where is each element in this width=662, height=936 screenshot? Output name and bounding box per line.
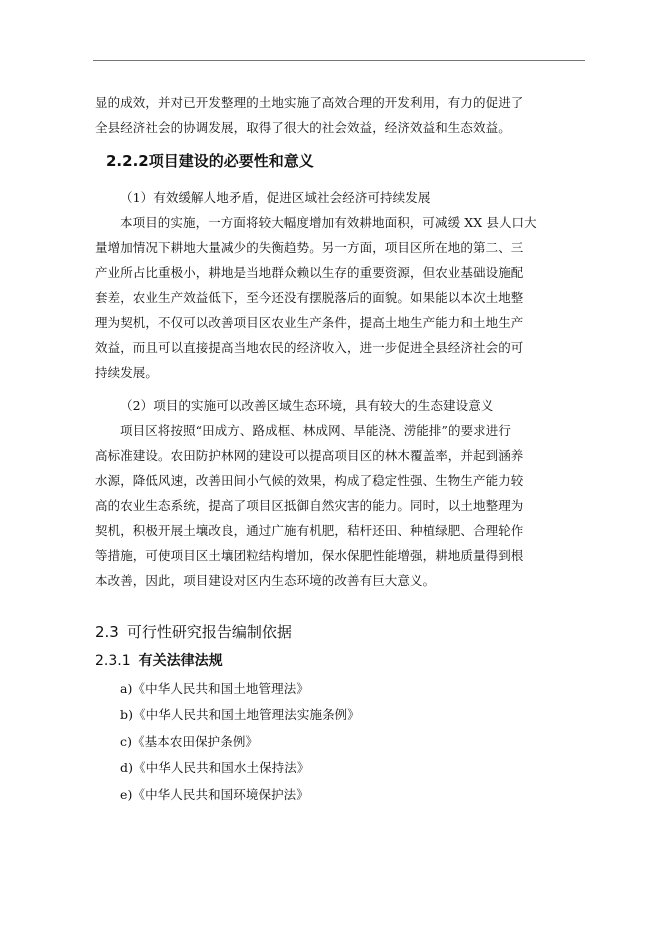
law-item-e: e)《中华人民共和国环境保护法》	[120, 787, 309, 802]
point2-line-2: 高标准建设。农田防护林网的建设可以提高项目区的林木覆盖率，并起到涵养	[95, 448, 524, 463]
point1-line-6: 效益，而且可以直接提高当地农民的经济收入，进一步促进全县经济社会的可	[95, 340, 524, 355]
point1-line-4: 套差，农业生产效益低下，至今还没有摆脱落后的面貌。如果能以本次土地整	[95, 290, 524, 305]
law-item-b: b)《中华人民共和国土地管理法实施条例》	[120, 707, 360, 722]
point1-line-3: 产业所占比重极小，耕地是当地群众赖以生存的重要资源，但农业基础设施配	[95, 265, 524, 280]
intro-line-1: 显的成效，并对已开发整理的土地实施了高效合理的开发利用，有力的促进了	[95, 95, 524, 110]
point1-line-7: 持续发展。	[95, 365, 159, 380]
section-2-3-1-heading	[95, 651, 223, 671]
section-2-3-1-number: 2.3.1	[95, 653, 131, 669]
point1-heading: （1）有效缓解人地矛盾，促进区域社会经济可持续发展	[120, 190, 431, 205]
law-item-d: d)《中华人民共和国水土保持法》	[120, 760, 310, 775]
point2-line-7: 本改善，因此，项目建设对区内生态环境的改善有巨大意义。	[95, 573, 436, 588]
point2-heading: （2）项目的实施可以改善区域生态环境，具有较大的生态建设意义	[120, 398, 494, 413]
point1-line-1: 本项目的实施，一方面将较大幅度增加有效耕地面积，可减缓 XX 县人口大	[120, 215, 537, 230]
law-item-c: c)《基本农田保护条例》	[120, 734, 259, 749]
law-item-a: a)《中华人民共和国土地管理法》	[120, 681, 309, 696]
point1-line-5: 理为契机，不仅可以改善项目区农业生产条件，提高土地生产能力和土地生产	[95, 315, 524, 330]
section-2-2-2-number: 2.2.2	[106, 152, 149, 170]
point2-line-6: 等措施，可使项目区土壤团粒结构增加，保水保肥性能增强，耕地质量得到根	[95, 548, 524, 563]
section-2-3-number: 2.3	[95, 623, 119, 641]
header-rule	[93, 60, 585, 61]
point2-line-5: 契机，积极开展土壤改良，通过广施有机肥，秸杆还田、种植绿肥、合理轮作	[95, 523, 524, 538]
section-2-2-2-title: 项目建设的必要性和意义	[148, 152, 314, 170]
section-2-3-1-title: 有关法律法规	[138, 653, 223, 669]
section-2-3-heading	[95, 622, 292, 642]
section-2-3-title: 可行性研究报告编制依据	[126, 623, 292, 641]
point2-line-1: 项目区将按照“田成方、路成框、林成网、旱能浇、涝能排”的要求进行	[120, 423, 511, 438]
section-2-2-2-heading	[106, 151, 314, 171]
intro-line-2: 全县经济社会的协调发展，取得了很大的社会效益，经济效益和生态效益。	[95, 120, 511, 135]
point2-line-4: 高的农业生态系统，提高了项目区抵御自然灾害的能力。同时，以土地整理为	[95, 498, 524, 513]
point1-line-2: 量增加情况下耕地大量减少的失衡趋势。另一方面，项目区所在地的第二、三	[95, 240, 524, 255]
point2-line-3: 水源，降低风速，改善田间小气候的效果，构成了稳定性强、生物生产能力较	[95, 473, 524, 488]
